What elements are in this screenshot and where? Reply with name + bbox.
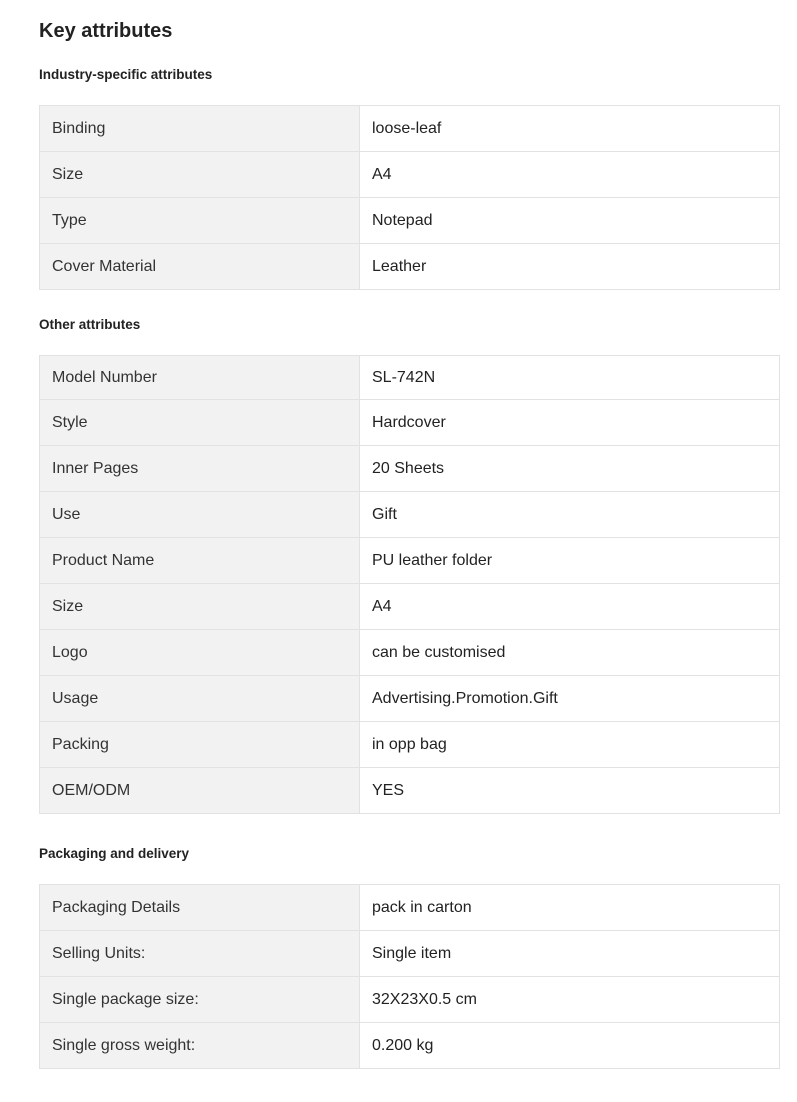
industry-attributes-table — [39, 105, 780, 290]
table-row — [40, 768, 780, 814]
table-row — [40, 446, 780, 492]
attribute-value: 20 Sheets — [360, 446, 780, 492]
attribute-key: Model Number — [40, 356, 360, 400]
table-row — [40, 584, 780, 630]
table-row — [40, 885, 780, 931]
section-title-industry-specific: Industry-specific attributes — [39, 67, 213, 82]
attribute-key: Single package size: — [40, 977, 360, 1023]
table-row — [40, 538, 780, 584]
attribute-key: Packing — [40, 722, 360, 768]
attribute-key: Binding — [40, 106, 360, 152]
attribute-value: PU leather folder — [360, 538, 780, 584]
attribute-value: YES — [360, 768, 780, 814]
table-row — [40, 1023, 780, 1069]
table-row — [40, 400, 780, 446]
attribute-value: Leather — [360, 244, 780, 290]
table-row — [40, 722, 780, 768]
attribute-key: Product Name — [40, 538, 360, 584]
attribute-value: SL-742N — [360, 356, 780, 400]
table-row — [40, 244, 780, 290]
attribute-value: A4 — [360, 584, 780, 630]
table-row — [40, 198, 780, 244]
attribute-key: Single gross weight: — [40, 1023, 360, 1069]
table-row — [40, 492, 780, 538]
attribute-value: pack in carton — [360, 885, 780, 931]
table-row — [40, 630, 780, 676]
attribute-key: Inner Pages — [40, 446, 360, 492]
table-row — [40, 676, 780, 722]
table-row — [40, 356, 780, 400]
table-row — [40, 152, 780, 198]
page-title: Key attributes — [39, 20, 173, 42]
attribute-key: Logo — [40, 630, 360, 676]
attribute-key: OEM/ODM — [40, 768, 360, 814]
attribute-value: loose-leaf — [360, 106, 780, 152]
attribute-key: Packaging Details — [40, 885, 360, 931]
attribute-key: Type — [40, 198, 360, 244]
attribute-value: in opp bag — [360, 722, 780, 768]
section-title-packaging-delivery: Packaging and delivery — [39, 846, 190, 861]
attribute-value: Hardcover — [360, 400, 780, 446]
attribute-key: Use — [40, 492, 360, 538]
attribute-value: Notepad — [360, 198, 780, 244]
attribute-value: A4 — [360, 152, 780, 198]
attribute-value: 32X23X0.5 cm — [360, 977, 780, 1023]
attribute-value: Gift — [360, 492, 780, 538]
attribute-value: 0.200 kg — [360, 1023, 780, 1069]
packaging-delivery-table — [39, 884, 780, 1069]
table-row — [40, 977, 780, 1023]
attribute-key: Size — [40, 584, 360, 630]
attribute-key: Style — [40, 400, 360, 446]
table-row — [40, 106, 780, 152]
attribute-value: can be customised — [360, 630, 780, 676]
attribute-value: Single item — [360, 931, 780, 977]
attribute-key: Selling Units: — [40, 931, 360, 977]
other-attributes-table — [39, 355, 780, 814]
section-title-other-attributes: Other attributes — [39, 317, 141, 332]
attribute-key: Size — [40, 152, 360, 198]
attribute-key: Cover Material — [40, 244, 360, 290]
table-row — [40, 931, 780, 977]
attribute-value: Advertising.Promotion.Gift — [360, 676, 780, 722]
attribute-key: Usage — [40, 676, 360, 722]
